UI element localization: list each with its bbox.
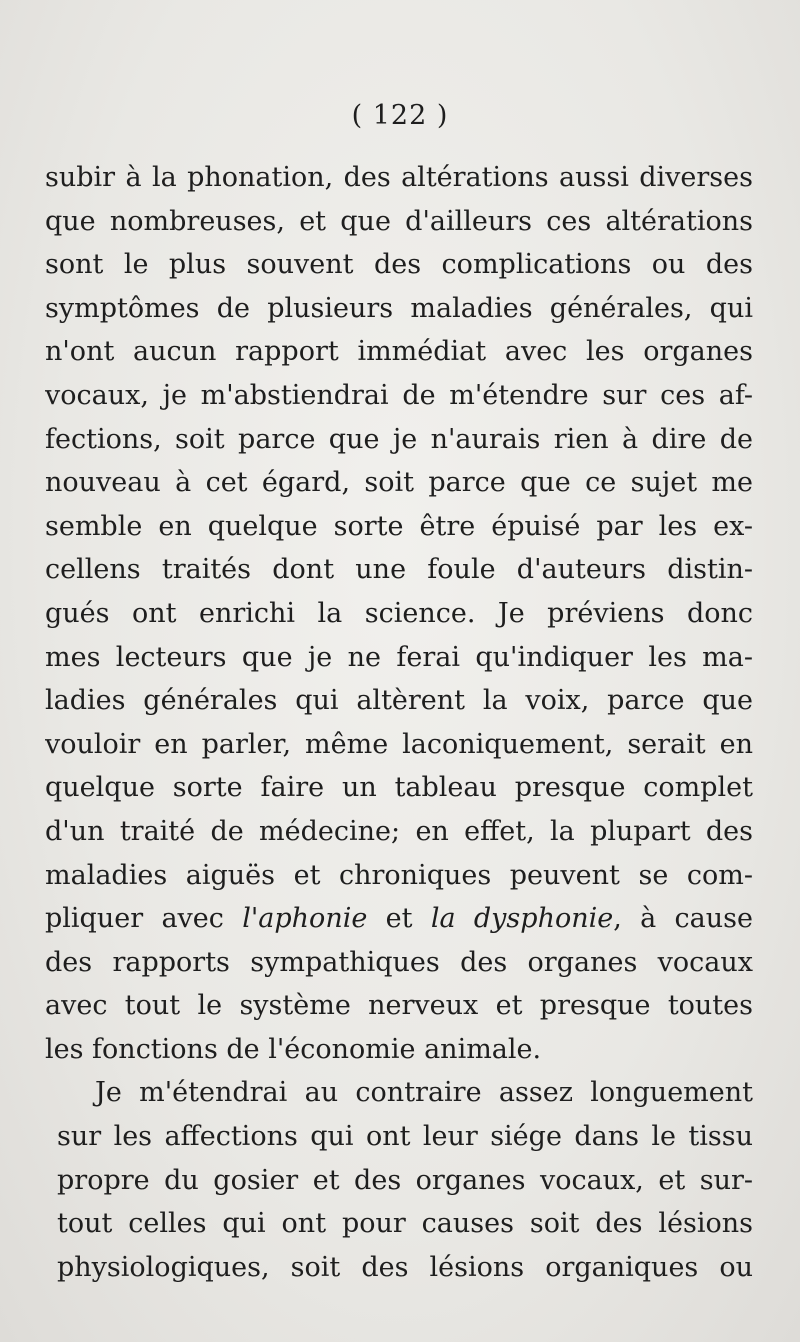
page-number: ( 122 ) [351,100,449,131]
text-line: semble en quelque sorte être épuisé par les ex- [45,510,753,542]
text-line: d'un traité de médecine; en effet, la plupart des [45,815,753,847]
text-segment: et [367,903,431,935]
text-line: vouloir en parler, même laconiquement, serait en [45,728,753,760]
text-line: maladies aiguës et chroniques peuvent se com- [45,859,753,891]
text-line: mes lecteurs que je ne ferai qu'indiquer les ma- [45,641,753,673]
text-line: tout celles qui ont pour causes soit des lésions [57,1208,753,1240]
text-line: quelque sorte faire un tableau presque complet [45,772,753,804]
paragraph-end-line: les fonctions de l'économie animale. [45,1033,542,1065]
text-line: physiologiques, soit des lésions organiques ou [57,1251,753,1283]
italic-term-aphonie: l'aphonie [242,903,368,935]
text-line: subir à la phonation, des altérations aussi diverses [45,162,753,193]
text-line: cellens traités dont une foule d'auteurs distin- [45,554,753,586]
text-line: n'ont aucun rapport immédiat avec les organes [45,336,753,368]
text-line: des rapports sympathiques des organes vocaux [45,946,753,978]
text-line: avec tout le système nerveux et presque toutes [45,990,753,1022]
text-line: sont le plus souvent des complications ou des [45,249,753,281]
paragraph-start-line: Je m'étendrai au contraire assez longuement [95,1077,753,1109]
text-line: nouveau à cet égard, soit parce que ce sujet me [45,467,753,499]
text-line: gués ont enrichi la science. Je préviens donc [45,597,753,629]
text-line: sur les affections qui ont leur siége dans le tissu [57,1121,753,1153]
text-line: ladies générales qui altèrent la voix, parce que [45,685,753,717]
text-line: symptômes de plusieurs maladies générales, qui [45,292,753,324]
text-segment: , à cause [613,903,753,935]
text-line: propre du gosier et des organes vocaux, et sur- [57,1164,753,1196]
text-segment: pliquer avec [45,903,243,935]
text-line: que nombreuses, et que d'ailleurs ces altérations [45,205,753,237]
italic-term-dysphonie: la dysphonie [430,903,614,935]
text-line: fections, soit parce que je n'aurais rien à dire de [45,423,753,455]
body-text [45,156,753,1289]
text-line: vocaux, je m'abstiendrai de m'étendre sur ces af- [45,379,753,411]
text-line-mixed [45,897,753,941]
